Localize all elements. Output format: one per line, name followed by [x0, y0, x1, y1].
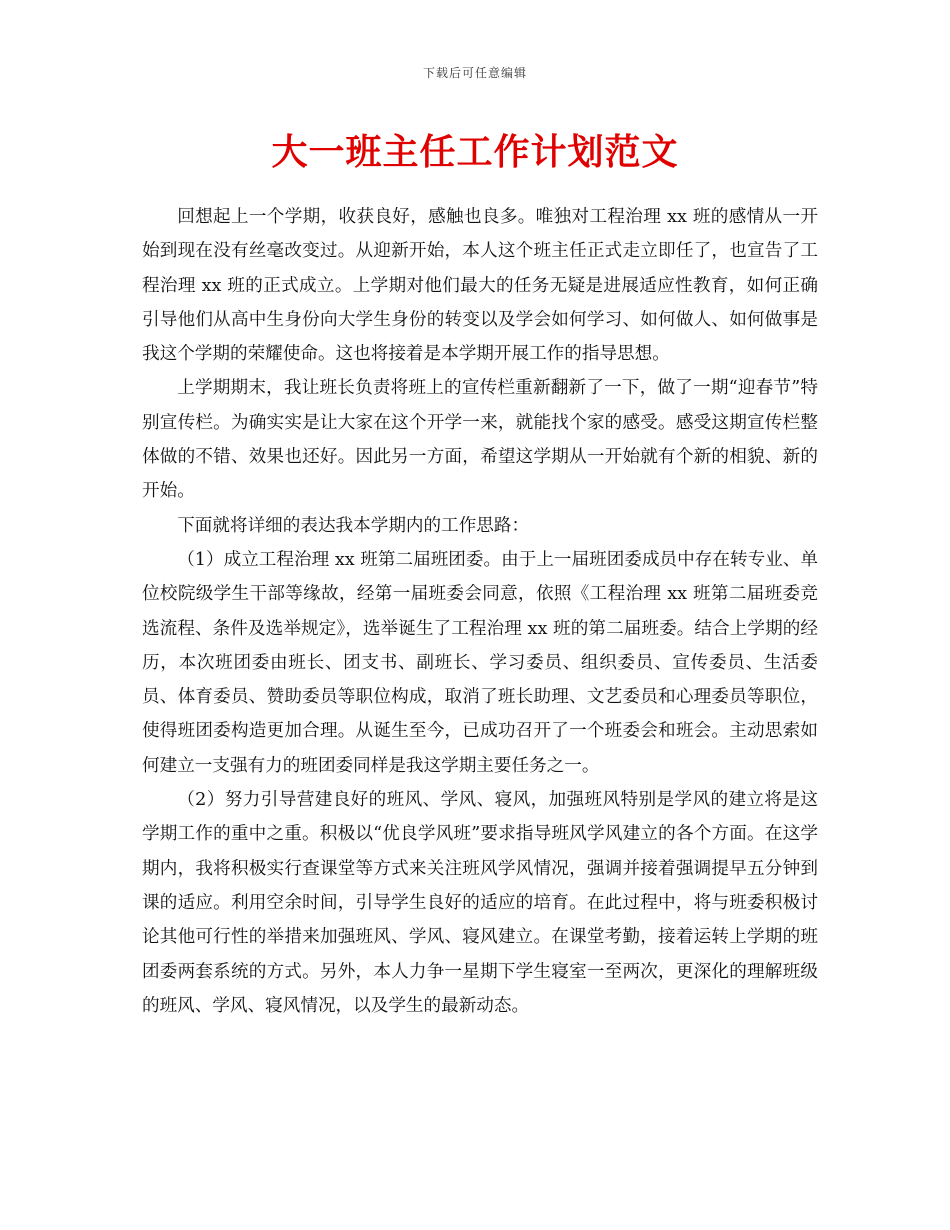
page-header: 下载后可任意编辑	[422, 66, 527, 80]
paragraph-intro: 回想起上一个学期，收获良好，感触也良多。唯独对工程治理 xx 班的感情从一开始到现在没有丝毫改变过。从迎新开始，本人这个班主任正式走立即任了，也宣告了工程治理 xx 班的正式成立。上学期对他们最大的任务无疑是进展适应性教育，如何正确引导他们从高中生身份向大学生身份的转变以及学会如何学习、如何做人、如何做事是我这个学期的荣耀使命。这也将接着是本学期开展工作的指导思想。	[142, 207, 818, 365]
document-body	[142, 200, 818, 1023]
document-title: 大一班主任工作计划范文	[271, 131, 679, 173]
paragraph-item-2: （2）努力引导营建良好的班风、学风、寝风，加强班风特别是学风的建立将是这学期工作的重中之重。积极以“优良学风班”要求指导班风学风建立的各个方面。在这学期内，我将积极实行查课堂等方式来关注班风学风情况，强调并接着强调提早五分钟到课的适应。利用空余时间，引导学生良好的适应的培育。在此过程中，将与班委积极讨论其他可行性的举措来加强班风、学风、寝风建立。在课堂考勤，接着运转上学期的班团委两套系统的方式。另外，本人力争一星期下学生寝室一至两次，更深化的理解班级的班风、学风、寝风情况，以及学生的最新动态。	[142, 790, 818, 1016]
paragraph-bulletin-board: 上学期期末，我让班长负责将班上的宣传栏重新翻新了一下，做了一期“迎春节”特别宣传栏。为确实实是让大家在这个开学一来，就能找个家的感受。感受这期宣传栏整体做的不错、效果也还好。因此另一方面，希望这学期从一开始就有个新的相貌、新的开始。	[142, 378, 818, 502]
paragraph-plan-lead: 下面就将详细的表达我本学期内的工作思路：	[177, 515, 530, 536]
paragraph-item-1: （1）成立工程治理 xx 班第二届班团委。由于上一届班团委成员中存在转专业、单位校院级学生干部等缘故，经第一届班委会同意，依照《工程治理 xx 班第二届班委竞选流程、条件及选举规定》，选举诞生了工程治理 xx 班的第二届班委。结合上学期的经历，本次班团委由班长、团支书、副班长、学习委员、组织委员、宣传委员、生活委员、体育委员、赞助委员等职位构成，取消了班长助理、文艺委员和心理委员等职位，使得班团委构造更加合理。从诞生至今，已成功召开了一个班委会和班会。主动思索如何建立一支强有力的班团委同样是我这学期主要任务之一。	[142, 549, 818, 776]
